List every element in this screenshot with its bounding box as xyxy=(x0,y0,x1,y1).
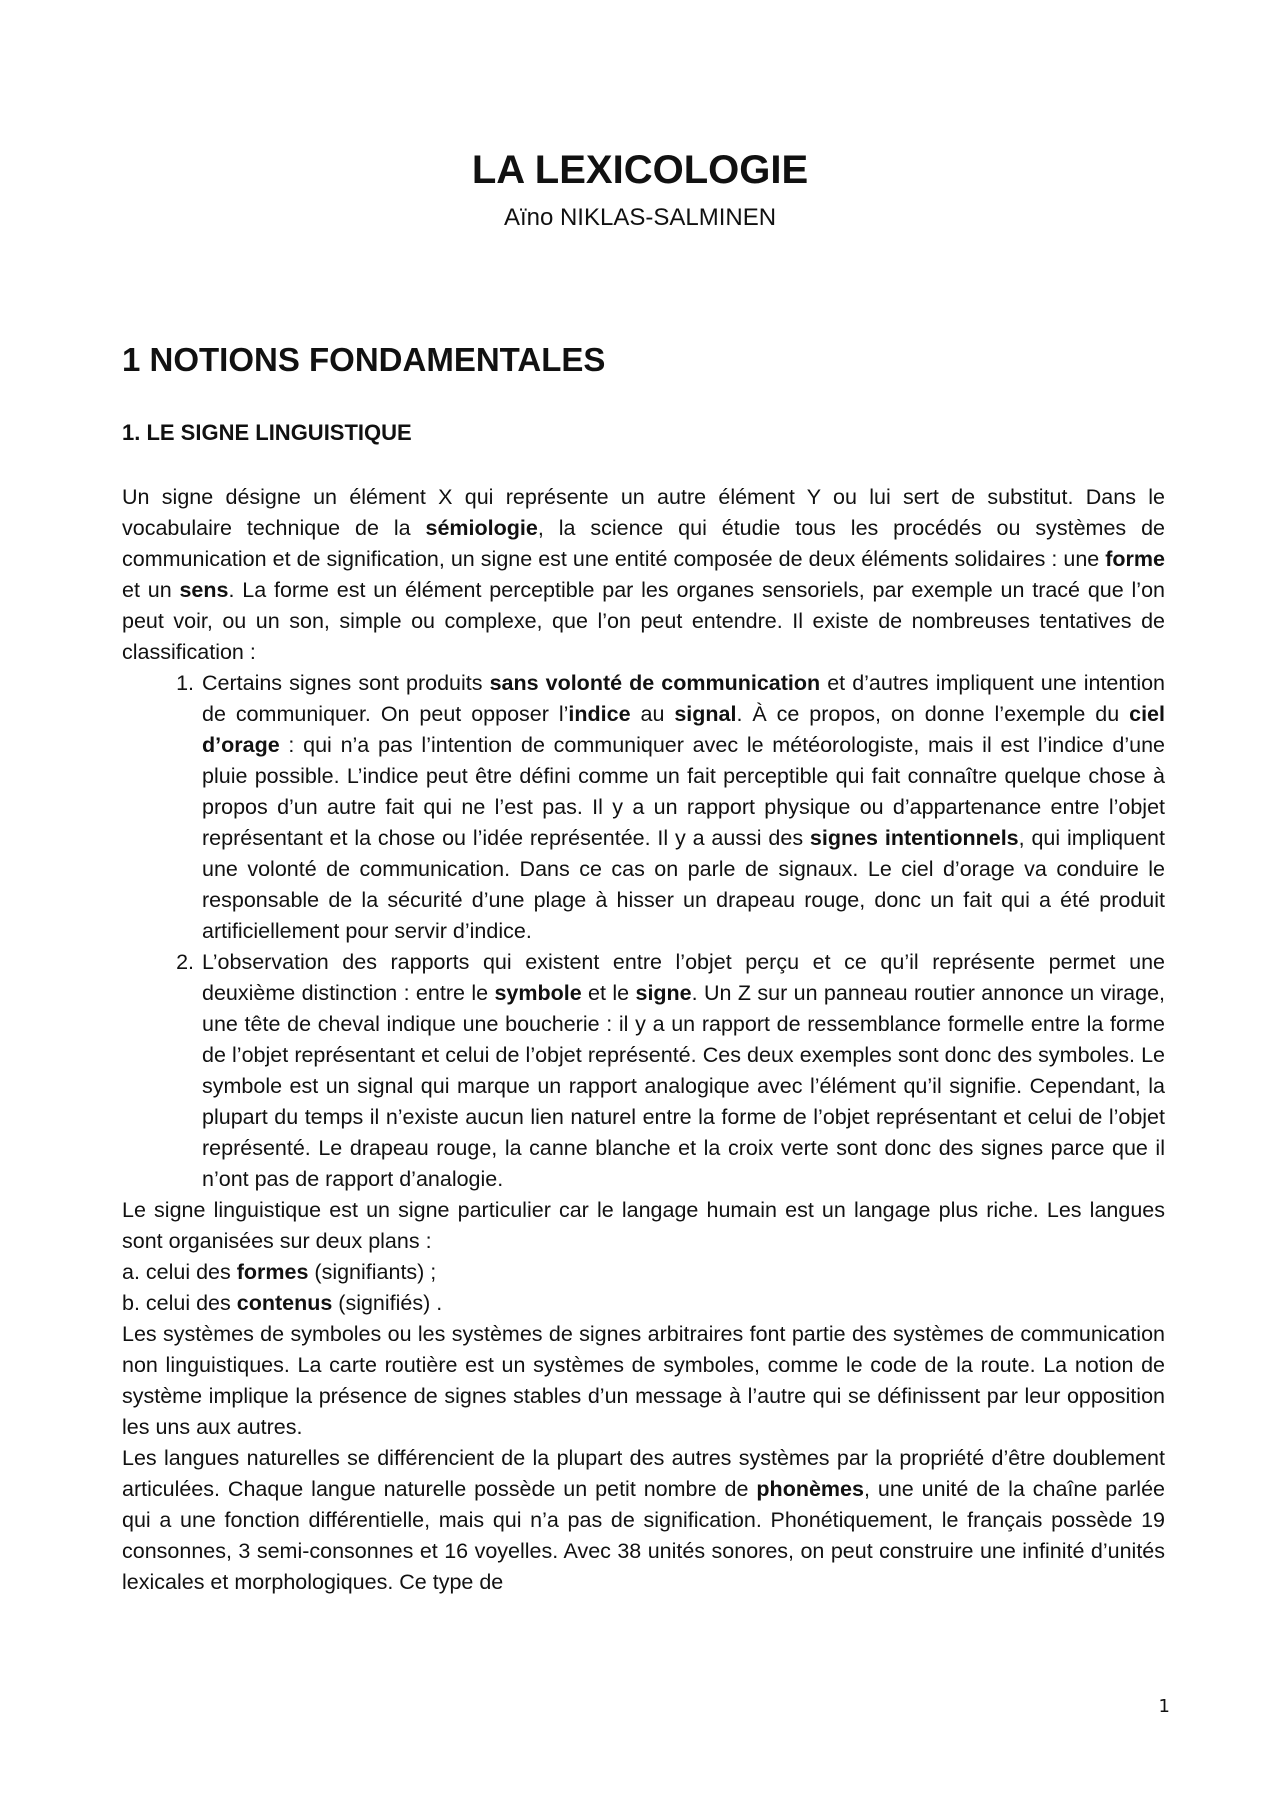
linguistic-sign-paragraph: Le signe linguistique est un signe particulier car le langage humain est un langage plus riche. Les langues sont organisées sur deux plans : xyxy=(122,1198,1165,1253)
body-text xyxy=(122,482,1165,1598)
chapter-heading: 1 NOTIONS FONDAMENTALES xyxy=(122,341,606,378)
plan-a-line: a. celui des formes (signifiants) ; xyxy=(122,1260,437,1284)
term-forme: forme xyxy=(1105,547,1165,571)
intro-paragraph: Un signe désigne un élément X qui représente un autre élément Y ou lui sert de substitut. Dans le vocabulaire technique de la sémiologie, la science qui étudie tous les procédés ou systèmes de communication et de signification, un signe est une entité composée de deux éléments solidaires : une forme et un sens. La forme est un élément perceptible par les organes sensoriels, par exemple un tracé que l’on peut voir, ou un son, simple ou complexe, que l’on peut entendre. Il existe de nombreuses tentatives de classification : xyxy=(122,485,1165,664)
list-item: 2. L’observation des rapports qui existent entre l’objet perçu et ce qu’il représente permet une deuxième distinction : entre le symbole et le signe. Un Z sur un panneau routier annonce un virage, une tête de cheval indique une boucherie : il y a un rapport de ressemblance formelle entre la forme de l’objet représentant et celui de l’objet représenté. Ces deux exemples sont donc des symboles. Le symbole est un signal qui marque un rapport analogique avec l’élément qu’il signifie. Cependant, la plupart du temps il n’existe aucun lien naturel entre la forme de l’objet représentant et celui de l’objet représenté. Le drapeau rouge, la canne blanche et la croix verte sont donc des signes parce que il n’ont pas de rapport d’analogie. xyxy=(200,947,1165,1195)
term-semiologie: sémiologie xyxy=(425,516,538,540)
natural-languages-paragraph: Les langues naturelles se différencient de la plupart des autres systèmes par la propriété d’être doublement articulées. Chaque langue naturelle possède un petit nombre de phonèmes, une unité de la chaîne parlée qui a une fonction différentielle, mais qui n’a pas de signification. Phonétiquement, le français possède 19 consonnes, 3 semi-consonnes et 16 voyelles. Avec 38 unités sonores, on peut construire une infinité d’unités lexicales et morphologiques. Ce type de xyxy=(122,1446,1166,1594)
classification-list xyxy=(122,668,1165,1195)
author-name: Aïno NIKLAS-SALMINEN xyxy=(503,204,777,231)
plan-b-line: b. celui des contenus (signifiés) . xyxy=(122,1291,443,1315)
document-title: LA LEXICOLOGIE xyxy=(471,148,809,192)
list-item: 1. Certains signes sont produits sans volonté de communication et d’autres impliquent une intention de communiquer. On peut opposer l’indice au signal. À ce propos, on donne l’exemple du ciel d’orage : qui n’a pas l’intention de communiquer avec le météorologiste, mais il est l’indice d’une pluie possible. L’indice peut être défini comme un fait perceptible qui fait connaître quelque chose à propos d’un autre fait qui ne l’est pas. Il y a un rapport physique ou d’appartenance entre l’objet représentant et la chose ou l’idée représentée. Il y a aussi des signes intentionnels, qui impliquent une volonté de communication. Dans ce cas on parle de signaux. Le ciel d’orage va conduire le responsable de la sécurité d’une plage à hisser un drapeau rouge, donc un fait qui a été produit artificiellement pour servir d’indice. xyxy=(200,668,1165,947)
section-heading: 1. LE SIGNE LINGUISTIQUE xyxy=(122,420,412,445)
symbol-systems-paragraph: Les systèmes de symboles ou les systèmes de signes arbitraires font partie des systèmes de communication non linguistiques. La carte routière est un systèmes de symboles, comme le code de la route. La notion de système implique la présence de signes stables d’un message à l’autre qui se définissent par leur opposition les uns aux autres. xyxy=(122,1322,1165,1439)
page-number: 1 xyxy=(1158,1696,1170,1717)
term-sens: sens xyxy=(179,578,229,602)
